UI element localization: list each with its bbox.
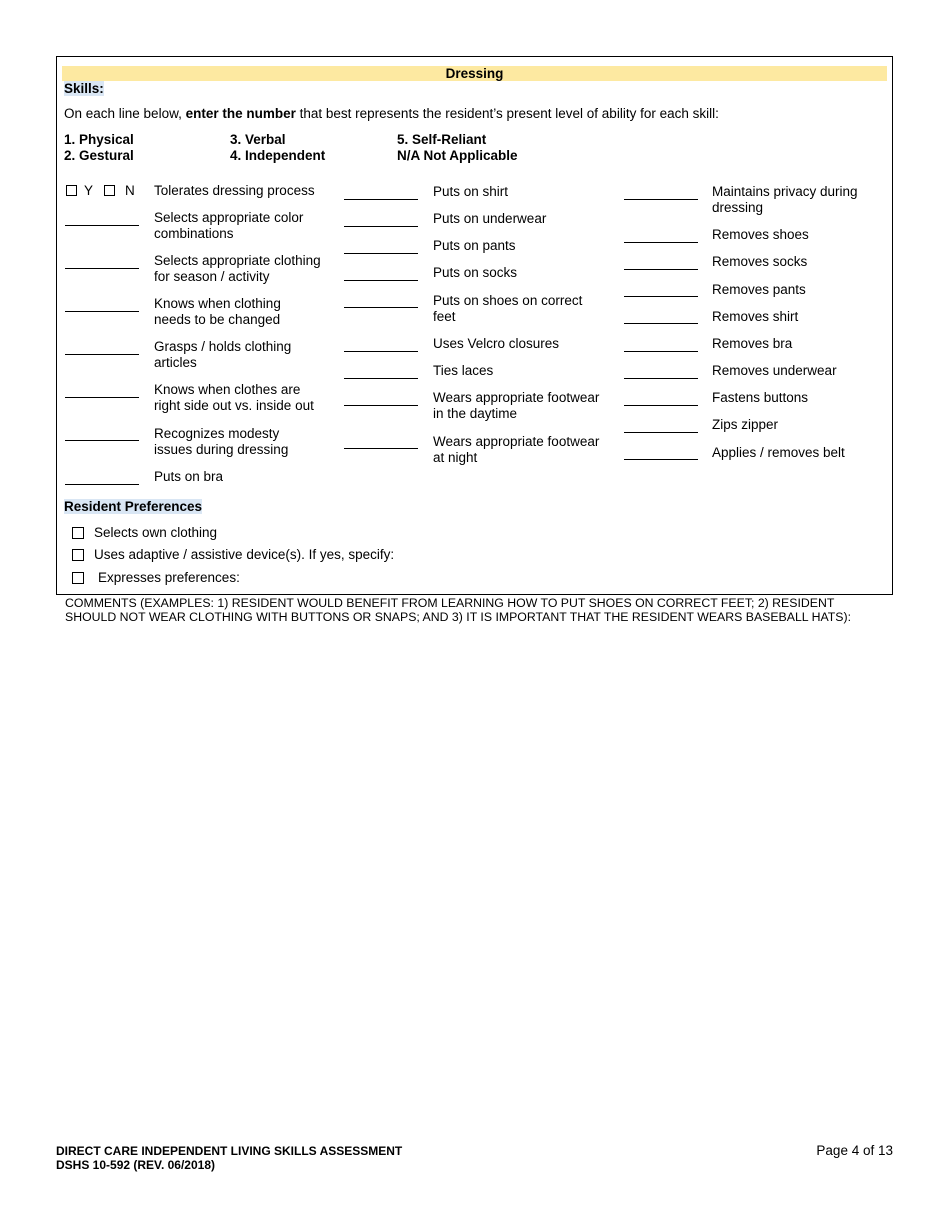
- page-number: Page 4 of 13: [816, 1143, 893, 1158]
- skill-selects-color: Selects appropriate color combinations: [154, 210, 304, 241]
- score-line[interactable]: [65, 311, 139, 312]
- no-checkbox[interactable]: [104, 185, 115, 196]
- level-na: N/A Not Applicable: [397, 148, 518, 163]
- skill-removes-pants: Removes pants: [712, 282, 806, 297]
- selects-own-clothing-checkbox[interactable]: [72, 527, 84, 539]
- skills-heading: Skills:: [64, 81, 104, 96]
- skill-zips-zipper: Zips zipper: [712, 417, 779, 432]
- level-3: 3. Verbal: [230, 132, 286, 147]
- skill-puts-on-shoes: Puts on shoes on correct feet: [433, 293, 583, 324]
- skill-removes-shoes: Removes shoes: [712, 227, 809, 242]
- skill-ties-laces: Ties laces: [433, 363, 494, 378]
- score-line[interactable]: [65, 354, 139, 355]
- skill-puts-on-shirt: Puts on shirt: [433, 184, 509, 199]
- section-title: Dressing: [62, 66, 887, 81]
- skill-removes-shirt: Removes shirt: [712, 309, 799, 324]
- skill-removes-socks: Removes socks: [712, 254, 808, 269]
- skill-right-side-out: Knows when clothes are right side out vs. inside out: [154, 382, 314, 413]
- score-line[interactable]: [65, 397, 139, 398]
- score-line[interactable]: [624, 432, 698, 433]
- skill-puts-on-pants: Puts on pants: [433, 238, 516, 253]
- score-line[interactable]: [344, 307, 418, 308]
- skill-grasps-clothing: Grasps / holds clothing articles: [154, 339, 292, 370]
- level-2: 2. Gestural: [64, 148, 134, 163]
- score-line[interactable]: [624, 459, 698, 460]
- score-line[interactable]: [344, 378, 418, 379]
- score-line[interactable]: [624, 378, 698, 379]
- score-line[interactable]: [344, 448, 418, 449]
- adaptive-device-label: Uses adaptive / assistive device(s). If yes, specify:: [94, 547, 395, 562]
- score-line[interactable]: [624, 296, 698, 297]
- score-line[interactable]: [344, 280, 418, 281]
- level-1: 1. Physical: [64, 132, 134, 147]
- score-line[interactable]: [344, 405, 418, 406]
- instruction-text: On each line below, enter the number that best represents the resident’s present level of ability for each skill:: [64, 106, 719, 121]
- skill-maintains-privacy: Maintains privacy during dressing: [712, 184, 858, 215]
- comments-label: COMMENTS (EXAMPLES: 1) RESIDENT WOULD BENEFIT FROM LEARNING HOW TO PUT SHOES ON CORRECT FEET; 2) RESIDENT SHOULD NOT WEAR CLOTHING WITH BUTTONS OR SNAPS; AND 3) IT IS IMPORTANT THAT THE RESIDENT WEARS BASEBALL HATS):: [65, 596, 851, 624]
- score-line[interactable]: [65, 484, 139, 485]
- skill-knows-clothing-change: Knows when clothing needs to be changed: [154, 296, 281, 327]
- score-line[interactable]: [344, 351, 418, 352]
- skill-applies-belt: Applies / removes belt: [712, 445, 845, 460]
- skill-tolerates-dressing: Tolerates dressing process: [154, 183, 315, 198]
- score-line[interactable]: [624, 199, 698, 200]
- skill-footwear-daytime: Wears appropriate footwear in the daytime: [433, 390, 600, 421]
- score-line[interactable]: [344, 226, 418, 227]
- no-label: N: [125, 183, 135, 198]
- skill-recognizes-modesty: Recognizes modesty issues during dressing: [154, 426, 289, 457]
- skill-puts-on-underwear: Puts on underwear: [433, 211, 547, 226]
- score-line[interactable]: [344, 253, 418, 254]
- skill-fastens-buttons: Fastens buttons: [712, 390, 809, 405]
- skill-puts-on-socks: Puts on socks: [433, 265, 518, 280]
- score-line[interactable]: [624, 242, 698, 243]
- score-line[interactable]: [65, 225, 139, 226]
- skill-puts-on-bra: Puts on bra: [154, 469, 224, 484]
- score-line[interactable]: [65, 440, 139, 441]
- skill-uses-velcro: Uses Velcro closures: [433, 336, 560, 351]
- score-line[interactable]: [65, 268, 139, 269]
- skill-footwear-night: Wears appropriate footwear at night: [433, 434, 600, 465]
- score-line[interactable]: [624, 323, 698, 324]
- score-line[interactable]: [344, 199, 418, 200]
- footer-form-number: DSHS 10-592 (REV. 06/2018): [56, 1158, 215, 1172]
- expresses-preferences-label: Expresses preferences:: [98, 570, 240, 585]
- preferences-heading: Resident Preferences: [64, 499, 203, 514]
- yes-checkbox[interactable]: [66, 185, 77, 196]
- footer-form-title: DIRECT CARE INDEPENDENT LIVING SKILLS ASSESSMENT: [56, 1144, 403, 1158]
- score-line[interactable]: [624, 405, 698, 406]
- selects-own-clothing-label: Selects own clothing: [94, 525, 218, 540]
- level-4: 4. Independent: [230, 148, 326, 163]
- adaptive-device-checkbox[interactable]: [72, 549, 84, 561]
- score-line[interactable]: [624, 269, 698, 270]
- level-5: 5. Self-Reliant: [397, 132, 487, 147]
- skill-selects-clothing-season: Selects appropriate clothing for season / activity: [154, 253, 321, 284]
- score-line[interactable]: [624, 351, 698, 352]
- skill-removes-bra: Removes bra: [712, 336, 793, 351]
- yes-label: Y: [84, 183, 94, 198]
- skill-removes-underwear: Removes underwear: [712, 363, 837, 378]
- expresses-preferences-checkbox[interactable]: [72, 572, 84, 584]
